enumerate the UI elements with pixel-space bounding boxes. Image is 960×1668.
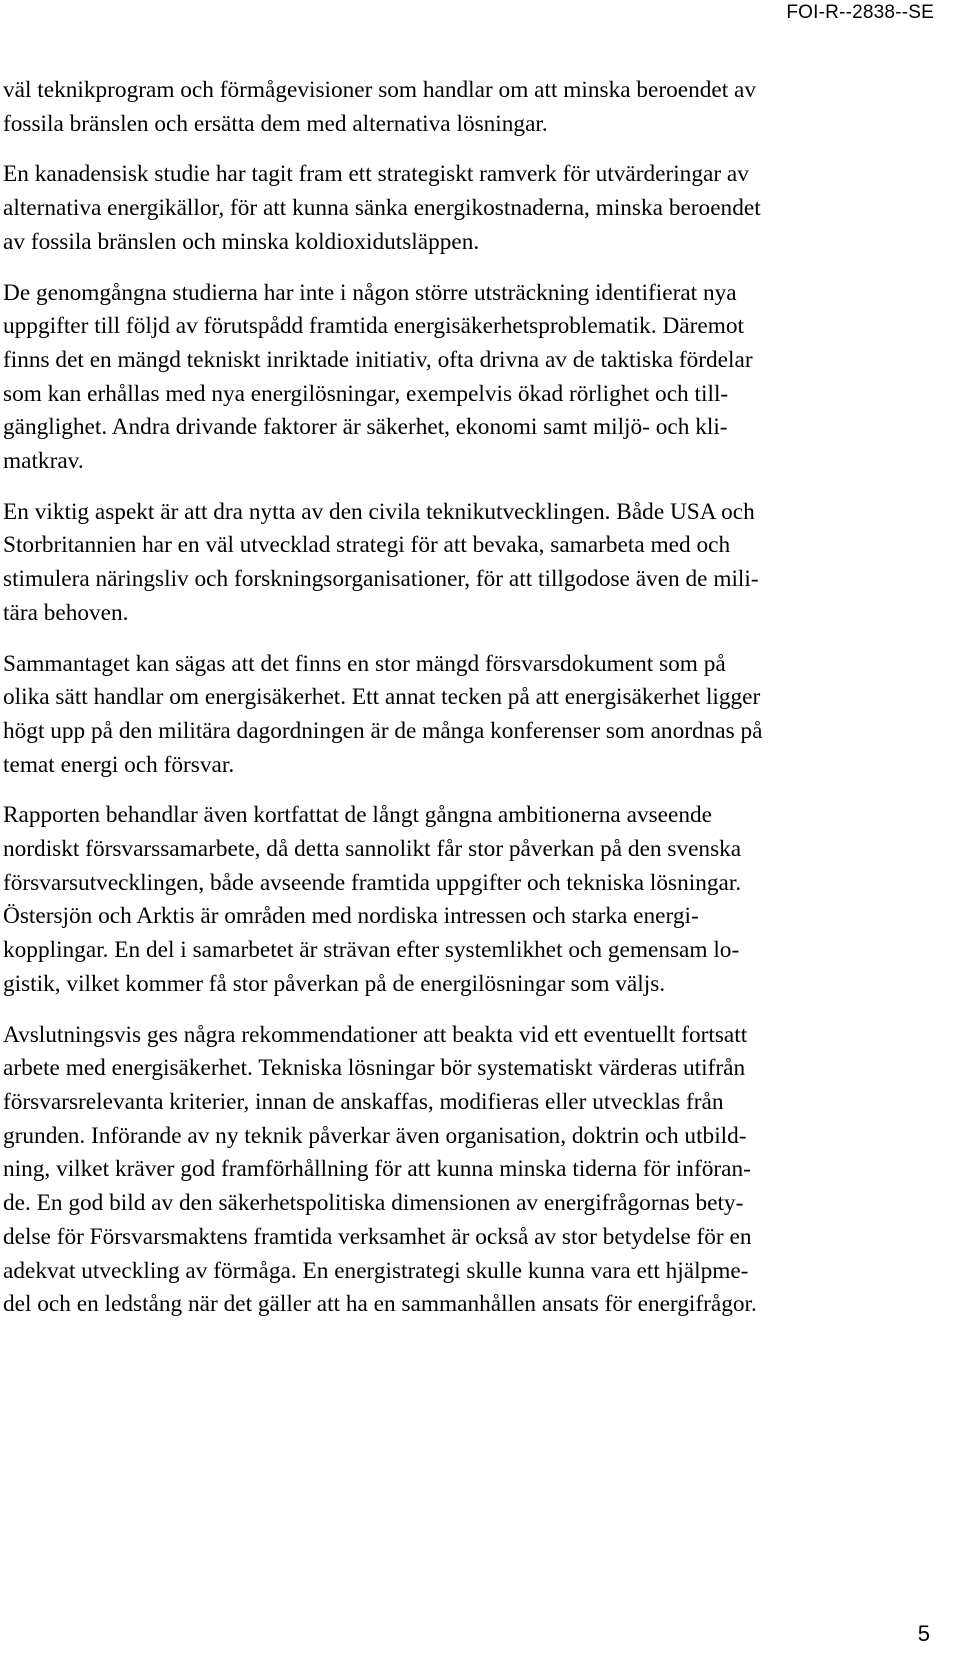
text-line: arbete med energisäkerhet. Tekniska lösningar bör systematiskt värderas utifrån [3, 1055, 746, 1082]
text-line: försvarsutvecklingen, både avseende framtida uppgifter och tekniska lösningar. [3, 869, 742, 896]
text-line: tära behoven. [3, 599, 129, 626]
body-text [3, 74, 928, 1339]
text-line: de. En god bild av den säkerhetspolitiska dimensionen av energifrågornas bety- [3, 1190, 744, 1217]
text-line: En viktig aspekt är att dra nytta av den civila teknikutvecklingen. Både USA och [3, 498, 755, 525]
text-line: Rapporten behandlar även kortfattat de långt gångna ambitionerna avseende [3, 802, 712, 829]
text-line: som kan erhållas med nya energilösningar, exempelvis ökad rörlighet och till- [3, 380, 729, 407]
text-line: matkrav. [3, 448, 84, 475]
page-number: 5 [917, 1621, 930, 1646]
text-line: olika sätt handlar om energisäkerhet. Ett annat tecken på att energisäkerhet ligger [3, 684, 761, 711]
text-line: nordiskt försvarssamarbete, då detta sannolikt får stor påverkan på den svenska [3, 836, 742, 863]
text-line: De genomgångna studierna har inte i någon större utsträckning identifierat nya [3, 279, 737, 306]
text-line: kopplingar. En del i samarbetet är strävan efter systemlikhet och gemensam lo- [3, 937, 740, 964]
text-line: del och en ledstång när det gäller att ha en sammanhållen ansats för energifrågor. [3, 1291, 757, 1318]
text-line: gänglighet. Andra drivande faktorer är säkerhet, ekonomi samt miljö- och kli- [3, 414, 728, 441]
text-line: Storbritannien har en väl utvecklad strategi för att bevaka, samarbeta med och [3, 532, 731, 559]
text-line: högt upp på den militära dagordningen är de många konferenser som anordnas på [3, 717, 763, 744]
paragraph-6 [3, 799, 928, 1001]
text-line: uppgifter till följd av förutspådd framtida energisäkerhetsproblematik. Däremot [3, 313, 744, 340]
text-line: adekvat utveckling av förmåga. En energistrategi skulle kunna vara ett hjälpme- [3, 1257, 749, 1284]
text-line: Avslutningsvis ges några rekommendationer att beakta vid ett eventuellt fortsatt [3, 1021, 748, 1048]
text-line: ning, vilket kräver god framförhållning för att kunna minska tiderna för införan- [3, 1156, 751, 1183]
document-id: FOI-R--2838--SE [786, 2, 934, 23]
text-line: fossila bränslen och ersätta dem med alternativa lösningar. [3, 110, 548, 137]
text-line: finns det en mängd tekniskt inriktade initiativ, ofta drivna av de taktiska fördelar [3, 346, 753, 373]
text-line: alternativa energikällor, för att kunna sänka energikostnaderna, minska beroendet [3, 195, 761, 222]
paragraph-5 [3, 648, 928, 783]
text-line: av fossila bränslen och minska koldioxidutsläppen. [3, 228, 480, 255]
text-line: En kanadensisk studie har tagit fram ett strategiskt ramverk för utvärderingar av [3, 161, 749, 188]
text-line: stimulera näringsliv och forskningsorganisationer, för att tillgodose även de mili- [3, 566, 759, 593]
paragraph-4 [3, 496, 928, 631]
text-line: Östersjön och Arktis är områden med nordiska intressen och starka energi- [3, 903, 699, 930]
text-line: väl teknikprogram och förmågevisioner som handlar om att minska beroendet av [3, 77, 757, 103]
text-line: gistik, vilket kommer få stor påverkan på de energilösningar som väljs. [3, 970, 666, 997]
paragraph-3 [3, 277, 928, 479]
text-line: grunden. Införande av ny teknik påverkar även organisation, doktrin och utbild- [3, 1122, 747, 1149]
paragraph-2 [3, 158, 928, 259]
text-line: Sammantaget kan sägas att det finns en stor mängd försvarsdokument som på [3, 650, 726, 677]
text-line: delse för Försvarsmaktens framtida verksamhet är också av stor betydelse för en [3, 1223, 752, 1250]
paragraph-1 [3, 74, 928, 141]
text-line: temat energi och försvar. [3, 751, 235, 778]
text-line: försvarsrelevanta kriterier, innan de anskaffas, modifieras eller utvecklas från [3, 1088, 724, 1115]
paragraph-7 [3, 1019, 928, 1322]
